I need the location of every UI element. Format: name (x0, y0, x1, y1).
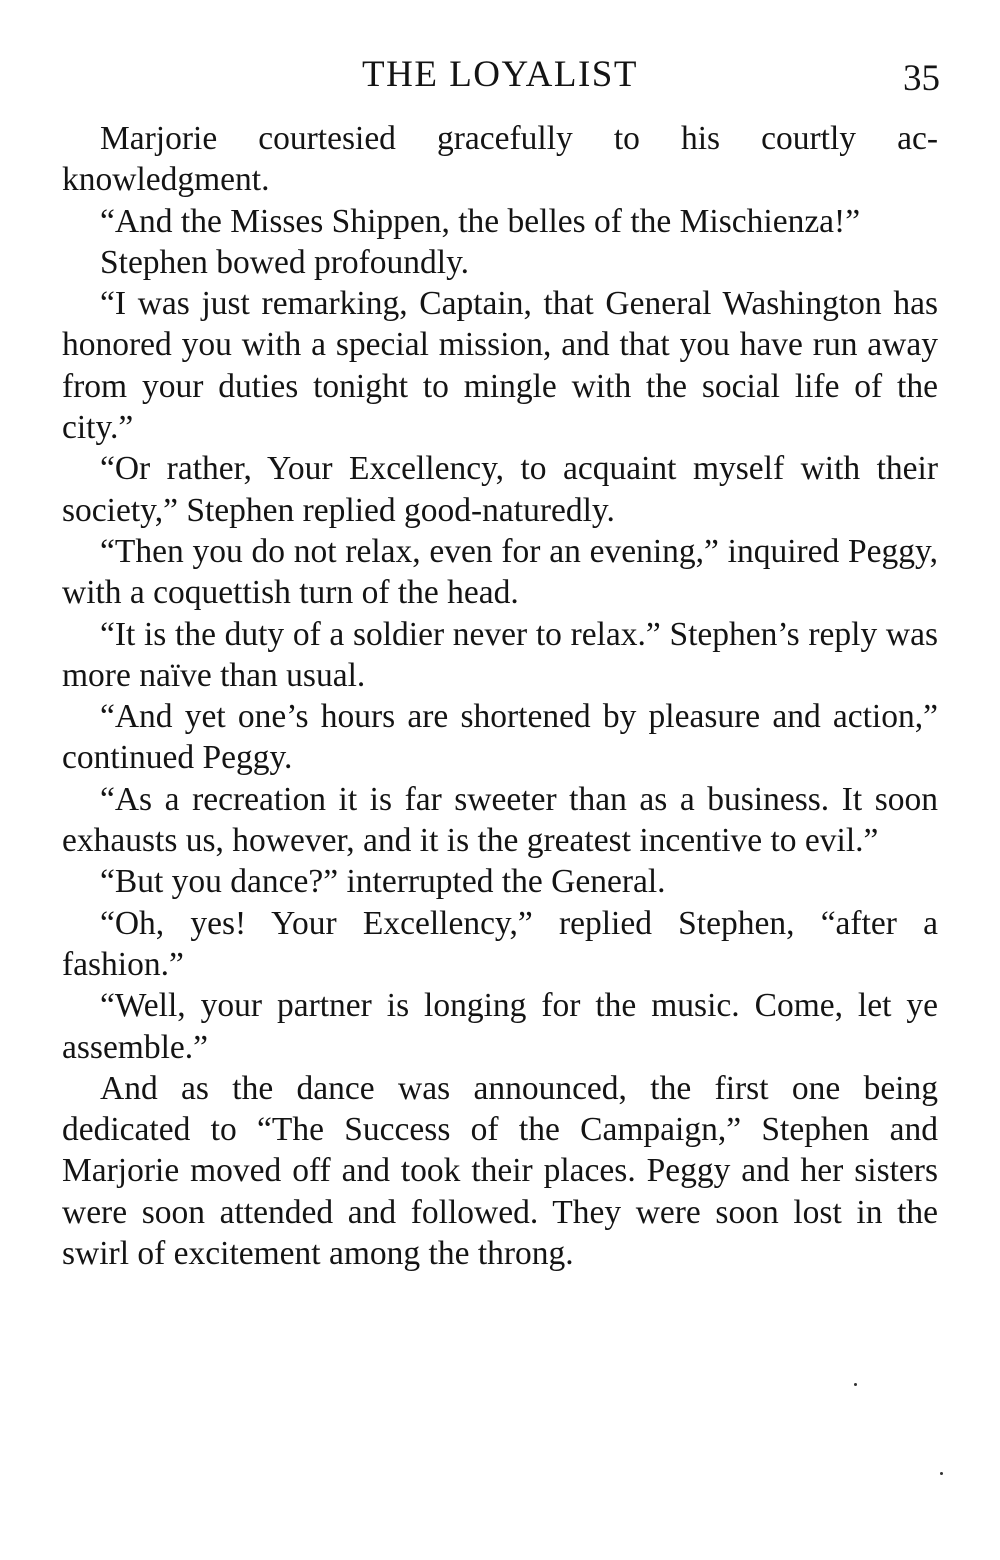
body-text (62, 118, 938, 1274)
paragraph: “Oh, yes! Your Excellency,” replied Stephen, “after a fashion.” (62, 904, 938, 983)
paragraph: “And yet one’s hours are shortened by pleasure and action,” continued Peggy. (62, 698, 938, 777)
paragraph: And as the dance was announced, the first one being dedicated to “The Success of the Campaign,” Stephen and Marjorie moved off and took their places. Peggy and her sisters were soon attended and followed. They were soon lost in the swirl of excitement among the throng. (62, 1069, 938, 1273)
print-speck (854, 1383, 857, 1386)
paragraph: “Well, your partner is longing for the music. Come, let ye assemble.” (62, 987, 938, 1066)
paragraph: “But you dance?” interrupted the General. (100, 863, 666, 901)
paragraph: “And the Misses Shippen, the belles of the Mischienza!” (100, 202, 861, 240)
paragraph: Stephen bowed profoundly. (100, 243, 470, 281)
paragraph: “I was just remarking, Captain, that General Washington has honored you with a special mission, and that you have run away from your duties tonight to mingle with the social life of the city.” (62, 285, 938, 447)
running-title: THE LOYALIST (362, 54, 638, 95)
print-speck (940, 1472, 943, 1475)
paragraph: “Or rather, Your Excellency, to acquaint myself with their society,” Stephen replied good-naturedly. (62, 450, 938, 529)
running-head (60, 50, 940, 100)
paragraph: “It is the duty of a soldier never to relax.” Stephen’s reply was more naïve than usual. (62, 615, 938, 694)
paragraph: “Then you do not relax, even for an evening,” inquired Peggy, with a coquettish turn of the head. (62, 532, 938, 612)
paragraph: “As a recreation it is far sweeter than as a business. It soon exhausts us, however, and it is the greatest incentive to evil.” (62, 780, 938, 860)
paragraph: Marjorie courtesied gracefully to his courtly acknowledgment. (62, 120, 938, 199)
page-number: 35 (903, 58, 940, 99)
